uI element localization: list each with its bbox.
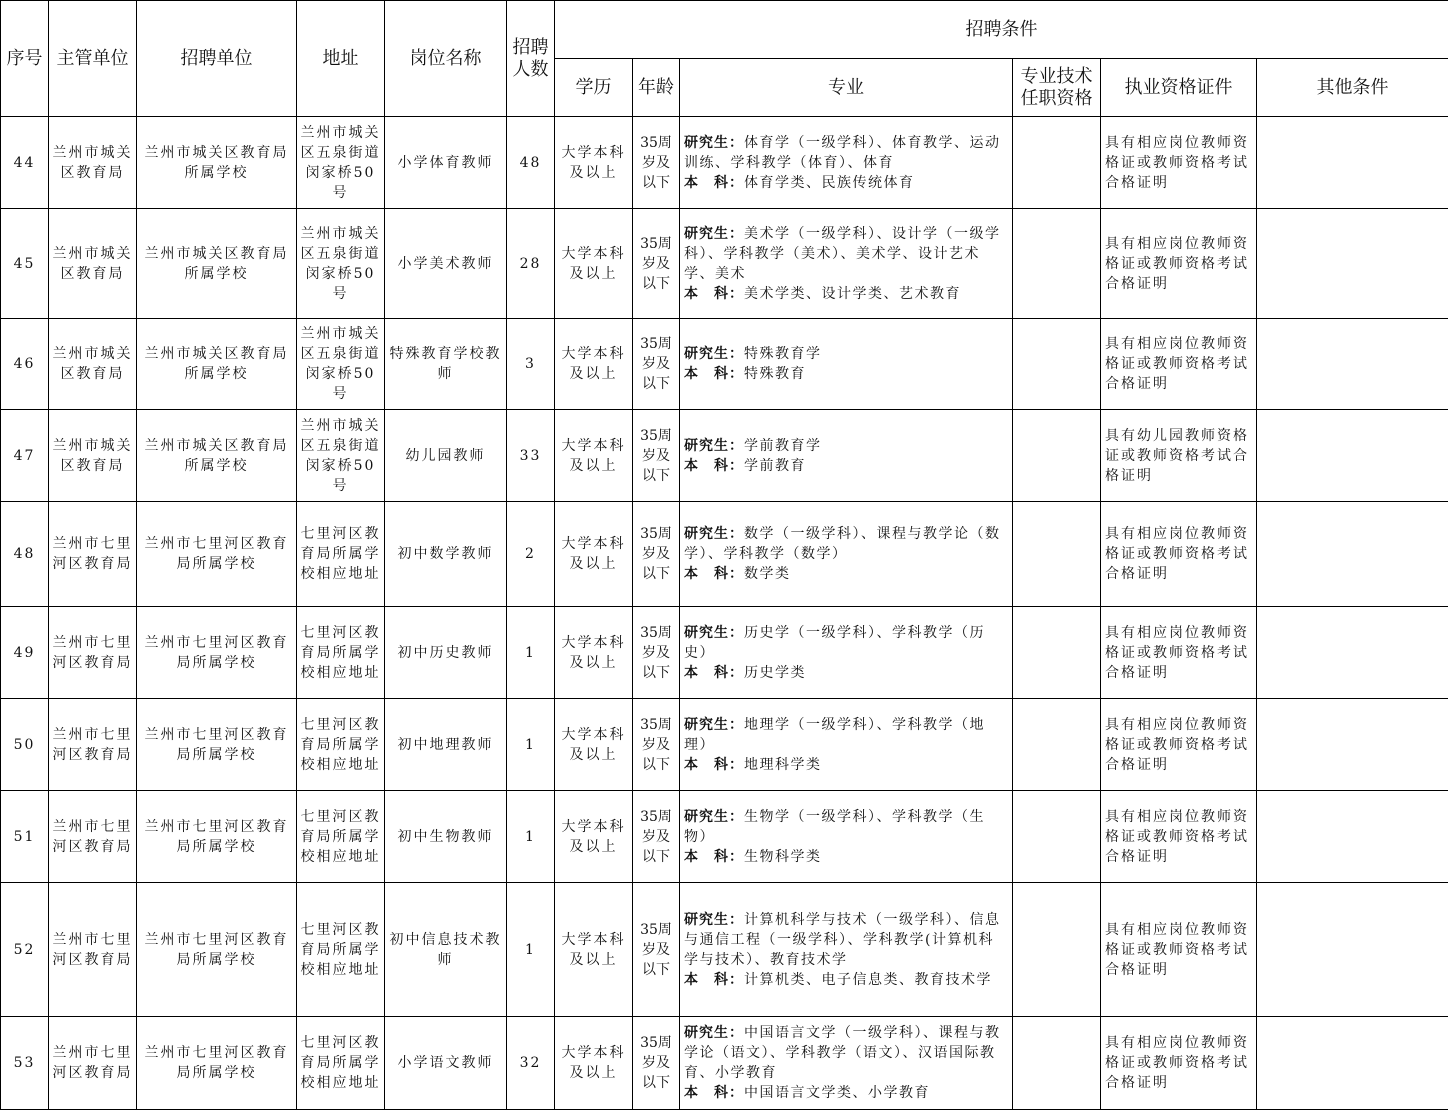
- cell-cert: 具有相应岗位教师资格证或教师资格考试合格证明: [1101, 117, 1257, 209]
- undergraduate-label: 本 科：: [684, 285, 744, 302]
- cell-count: 32: [507, 1017, 555, 1110]
- cell-dept: 兰州市七里河区教育局: [49, 1017, 137, 1110]
- cell-cert: 具有相应岗位教师资格证或教师资格考试合格证明: [1101, 699, 1257, 791]
- cell-count: 28: [507, 209, 555, 319]
- cell-dept: 兰州市城关区教育局: [49, 209, 137, 319]
- cell-unit: 兰州市七里河区教育局所属学校: [137, 699, 297, 791]
- cell-dept: 兰州市七里河区教育局: [49, 883, 137, 1017]
- table-row: [1, 791, 1448, 883]
- table-row: [1, 1017, 1448, 1110]
- undergraduate-majors: 历史学类: [744, 664, 806, 681]
- undergraduate-majors: 特殊教育: [744, 366, 806, 382]
- cell-title: [1013, 791, 1101, 883]
- cell-address: 七里河区教育局所属学校相应地址: [297, 502, 385, 607]
- header-other: 其他条件: [1257, 59, 1448, 117]
- table-row: [1, 209, 1448, 319]
- cell-cert: 具有相应岗位教师资格证或教师资格考试合格证明: [1101, 607, 1257, 699]
- graduate-label: 研究生：: [684, 134, 744, 151]
- table-body: [1, 117, 1448, 1110]
- cell-other: [1257, 502, 1448, 607]
- graduate-majors: 学前教育学: [744, 437, 822, 454]
- cell-seq: 50: [1, 699, 49, 791]
- cell-count: 48: [507, 117, 555, 209]
- cell-dept: 兰州市城关区教育局: [49, 117, 137, 209]
- cell-unit: 兰州市城关区教育局所属学校: [137, 410, 297, 502]
- table-row: [1, 699, 1448, 791]
- major-undergraduate: [684, 284, 1008, 304]
- cell-age: 35周岁及以下: [633, 607, 680, 699]
- major-undergraduate: [684, 364, 1008, 384]
- major-undergraduate: [684, 847, 1008, 867]
- cell-unit: 兰州市城关区教育局所属学校: [137, 117, 297, 209]
- graduate-majors: 数学（一级学科）、课程与教学论（数学）、学科教学（数学）: [684, 526, 1001, 562]
- cell-major: [680, 607, 1013, 699]
- undergraduate-majors: 生物科学类: [744, 848, 822, 865]
- major-undergraduate: [684, 564, 1008, 584]
- cell-post: 小学体育教师: [385, 117, 507, 209]
- header-count: 招聘人数: [507, 1, 555, 117]
- cell-education: 大学本科及以上: [555, 791, 633, 883]
- cell-dept: 兰州市城关区教育局: [49, 410, 137, 502]
- cell-address: 兰州市城关区五泉街道闵家桥50号: [297, 117, 385, 209]
- cell-post: 特殊教育学校教师: [385, 319, 507, 410]
- major-undergraduate: [684, 173, 1008, 193]
- cell-seq: 51: [1, 791, 49, 883]
- cell-count: 2: [507, 502, 555, 607]
- cell-major: [680, 319, 1013, 410]
- cell-unit: 兰州市七里河区教育局所属学校: [137, 502, 297, 607]
- cell-title: [1013, 410, 1101, 502]
- cell-other: [1257, 607, 1448, 699]
- cell-seq: 44: [1, 117, 49, 209]
- cell-title: [1013, 1017, 1101, 1110]
- graduate-label: 研究生：: [684, 624, 744, 641]
- header-title: 专业技术任职资格: [1013, 59, 1101, 117]
- cell-cert: 具有相应岗位教师资格证或教师资格考试合格证明: [1101, 1017, 1257, 1110]
- header-address: 地址: [297, 1, 385, 117]
- cell-title: [1013, 209, 1101, 319]
- cell-unit: 兰州市七里河区教育局所属学校: [137, 607, 297, 699]
- cell-address: 七里河区教育局所属学校相应地址: [297, 1017, 385, 1110]
- undergraduate-label: 本 科：: [684, 971, 744, 988]
- cell-age: 35周岁及以下: [633, 502, 680, 607]
- graduate-label: 研究生：: [684, 526, 744, 542]
- cell-count: 1: [507, 699, 555, 791]
- cell-age: 35周岁及以下: [633, 319, 680, 410]
- graduate-majors: 体育学（一级学科）、体育教学、运动训练、学科教学（体育）、体育: [684, 134, 1001, 171]
- cell-address: 七里河区教育局所属学校相应地址: [297, 791, 385, 883]
- graduate-majors: 地理学（一级学科）、学科教学（地理）: [684, 716, 985, 753]
- major-undergraduate: [684, 663, 1008, 683]
- cell-cert: 具有相应岗位教师资格证或教师资格考试合格证明: [1101, 502, 1257, 607]
- undergraduate-majors: 中国语言文学类、小学教育: [744, 1085, 930, 1101]
- cell-major: [680, 699, 1013, 791]
- undergraduate-label: 本 科：: [684, 457, 744, 474]
- major-undergraduate: [684, 970, 1008, 990]
- cell-major: [680, 502, 1013, 607]
- cell-seq: 49: [1, 607, 49, 699]
- graduate-label: 研究生：: [684, 346, 744, 362]
- graduate-label: 研究生：: [684, 716, 744, 733]
- major-graduate: [684, 224, 1008, 284]
- cell-other: [1257, 791, 1448, 883]
- graduate-label: 研究生：: [684, 808, 744, 825]
- undergraduate-majors: 地理科学类: [744, 756, 822, 773]
- major-graduate: [684, 1023, 1008, 1083]
- cell-education: 大学本科及以上: [555, 883, 633, 1017]
- cell-post: 初中信息技术教师: [385, 883, 507, 1017]
- table-row: [1, 117, 1448, 209]
- cell-title: [1013, 117, 1101, 209]
- cell-post: 幼儿园教师: [385, 410, 507, 502]
- undergraduate-label: 本 科：: [684, 566, 744, 582]
- cell-dept: 兰州市七里河区教育局: [49, 502, 137, 607]
- cell-age: 35周岁及以下: [633, 209, 680, 319]
- header-seq: 序号: [1, 1, 49, 117]
- cell-address: 兰州市城关区五泉街道闵家桥50号: [297, 209, 385, 319]
- cell-education: 大学本科及以上: [555, 209, 633, 319]
- cell-title: [1013, 883, 1101, 1017]
- cell-seq: 53: [1, 1017, 49, 1110]
- graduate-majors: 生物学（一级学科）、学科教学（生物）: [684, 808, 985, 845]
- graduate-label: 研究生：: [684, 437, 744, 454]
- cell-other: [1257, 410, 1448, 502]
- graduate-majors: 特殊教育学: [744, 346, 822, 362]
- graduate-majors: 美术学（一级学科）、设计学（一级学科）、学科教学（美术）、美术学、设计艺术学、美术: [684, 225, 1001, 282]
- cell-post: 小学美术教师: [385, 209, 507, 319]
- cell-major: [680, 117, 1013, 209]
- cell-cert: 具有相应岗位教师资格证或教师资格考试合格证明: [1101, 791, 1257, 883]
- header-dept: 主管单位: [49, 1, 137, 117]
- undergraduate-label: 本 科：: [684, 664, 744, 681]
- major-graduate: [684, 344, 1008, 364]
- graduate-majors: 历史学（一级学科）、学科教学（历史）: [684, 624, 985, 661]
- undergraduate-majors: 学前教育: [744, 457, 806, 474]
- header-conditions: 招聘条件: [555, 1, 1448, 59]
- cell-cert: 具有幼儿园教师资格证或教师资格考试合格证明: [1101, 410, 1257, 502]
- cell-education: 大学本科及以上: [555, 117, 633, 209]
- cell-title: [1013, 699, 1101, 791]
- cell-other: [1257, 1017, 1448, 1110]
- cell-title: [1013, 319, 1101, 410]
- cell-address: 兰州市城关区五泉街道闵家桥50号: [297, 319, 385, 410]
- cell-unit: 兰州市七里河区教育局所属学校: [137, 883, 297, 1017]
- cell-other: [1257, 699, 1448, 791]
- cell-other: [1257, 319, 1448, 410]
- table-row: [1, 319, 1448, 410]
- cell-major: [680, 883, 1013, 1017]
- cell-education: 大学本科及以上: [555, 699, 633, 791]
- cell-post: 初中历史教师: [385, 607, 507, 699]
- undergraduate-label: 本 科：: [684, 848, 744, 865]
- undergraduate-majors: 美术学类、设计学类、艺术教育: [744, 285, 961, 302]
- cell-post: 小学语文教师: [385, 1017, 507, 1110]
- cell-other: [1257, 209, 1448, 319]
- undergraduate-label: 本 科：: [684, 756, 744, 773]
- cell-title: [1013, 502, 1101, 607]
- graduate-majors: 中国语言文学（一级学科）、课程与教学论（语文）、学科教学（语文）、汉语国际教育、小学教育: [684, 1025, 1001, 1081]
- cell-title: [1013, 607, 1101, 699]
- undergraduate-majors: 计算机类、电子信息类、教育技术学: [744, 971, 992, 988]
- undergraduate-majors: 体育学类、民族传统体育: [744, 174, 915, 191]
- cell-other: [1257, 117, 1448, 209]
- cell-age: 35周岁及以下: [633, 883, 680, 1017]
- major-undergraduate: [684, 755, 1008, 775]
- header-major: 专业: [680, 59, 1013, 117]
- cell-age: 35周岁及以下: [633, 791, 680, 883]
- cell-post: 初中生物教师: [385, 791, 507, 883]
- major-graduate: [684, 524, 1008, 564]
- cell-seq: 45: [1, 209, 49, 319]
- table-header: [1, 1, 1448, 117]
- cell-age: 35周岁及以下: [633, 117, 680, 209]
- cell-age: 35周岁及以下: [633, 1017, 680, 1110]
- cell-major: [680, 1017, 1013, 1110]
- table-row: [1, 883, 1448, 1017]
- cell-education: 大学本科及以上: [555, 502, 633, 607]
- major-graduate: [684, 133, 1008, 173]
- major-undergraduate: [684, 1083, 1008, 1103]
- undergraduate-majors: 数学类: [744, 566, 791, 582]
- cell-address: 七里河区教育局所属学校相应地址: [297, 883, 385, 1017]
- cell-age: 35周岁及以下: [633, 410, 680, 502]
- cell-cert: 具有相应岗位教师资格证或教师资格考试合格证明: [1101, 883, 1257, 1017]
- cell-dept: 兰州市七里河区教育局: [49, 699, 137, 791]
- cell-seq: 52: [1, 883, 49, 1017]
- cell-education: 大学本科及以上: [555, 607, 633, 699]
- cell-unit: 兰州市七里河区教育局所属学校: [137, 1017, 297, 1110]
- cell-seq: 46: [1, 319, 49, 410]
- cell-age: 35周岁及以下: [633, 699, 680, 791]
- header-post: 岗位名称: [385, 1, 507, 117]
- cell-count: 1: [507, 607, 555, 699]
- cell-count: 3: [507, 319, 555, 410]
- graduate-majors: 计算机科学与技术（一级学科）、信息与通信工程（一级学科）、学科教学(计算机科学与技术）、教育技术学: [684, 911, 1001, 968]
- table-row: [1, 410, 1448, 502]
- cell-dept: 兰州市城关区教育局: [49, 319, 137, 410]
- cell-address: 七里河区教育局所属学校相应地址: [297, 699, 385, 791]
- cell-cert: 具有相应岗位教师资格证或教师资格考试合格证明: [1101, 319, 1257, 410]
- header-cert: 执业资格证件: [1101, 59, 1257, 117]
- header-education: 学历: [555, 59, 633, 117]
- header-unit: 招聘单位: [137, 1, 297, 117]
- cell-major: [680, 791, 1013, 883]
- cell-unit: 兰州市城关区教育局所属学校: [137, 319, 297, 410]
- major-graduate: [684, 623, 1008, 663]
- major-undergraduate: [684, 456, 1008, 476]
- major-graduate: [684, 436, 1008, 456]
- cell-post: 初中地理教师: [385, 699, 507, 791]
- cell-dept: 兰州市七里河区教育局: [49, 607, 137, 699]
- table-row: [1, 502, 1448, 607]
- cell-education: 大学本科及以上: [555, 319, 633, 410]
- cell-address: 七里河区教育局所属学校相应地址: [297, 607, 385, 699]
- cell-count: 1: [507, 883, 555, 1017]
- cell-count: 33: [507, 410, 555, 502]
- graduate-label: 研究生：: [684, 225, 744, 242]
- cell-other: [1257, 883, 1448, 1017]
- cell-post: 初中数学教师: [385, 502, 507, 607]
- cell-dept: 兰州市七里河区教育局: [49, 791, 137, 883]
- cell-address: 兰州市城关区五泉街道闵家桥50号: [297, 410, 385, 502]
- cell-cert: 具有相应岗位教师资格证或教师资格考试合格证明: [1101, 209, 1257, 319]
- graduate-label: 研究生：: [684, 911, 744, 928]
- major-graduate: [684, 910, 1008, 970]
- major-graduate: [684, 807, 1008, 847]
- cell-unit: 兰州市城关区教育局所属学校: [137, 209, 297, 319]
- table-row: [1, 607, 1448, 699]
- cell-major: [680, 209, 1013, 319]
- cell-major: [680, 410, 1013, 502]
- header-age: 年龄: [633, 59, 680, 117]
- undergraduate-label: 本 科：: [684, 366, 744, 382]
- cell-unit: 兰州市七里河区教育局所属学校: [137, 791, 297, 883]
- cell-seq: 48: [1, 502, 49, 607]
- cell-seq: 47: [1, 410, 49, 502]
- undergraduate-label: 本 科：: [684, 1085, 744, 1101]
- undergraduate-label: 本 科：: [684, 174, 744, 191]
- cell-education: 大学本科及以上: [555, 1017, 633, 1110]
- cell-education: 大学本科及以上: [555, 410, 633, 502]
- cell-count: 1: [507, 791, 555, 883]
- graduate-label: 研究生：: [684, 1025, 744, 1041]
- major-graduate: [684, 715, 1008, 755]
